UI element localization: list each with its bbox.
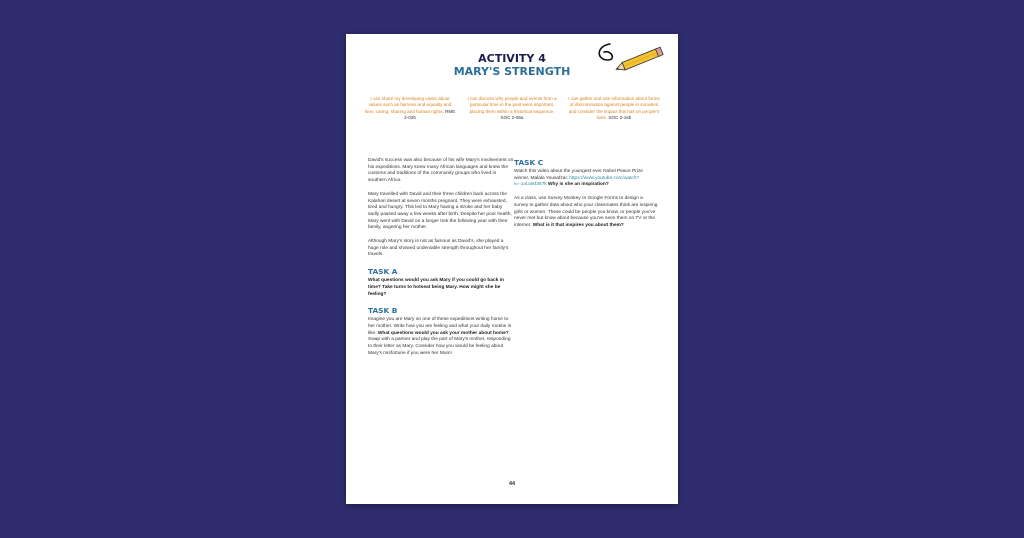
page-subtitle: MARY'S STRENGTH	[453, 65, 571, 78]
paragraph: Although Mary's story is not as famous as David's, she played a huge role and showed undeniable strength throughout her family's travels.	[368, 239, 509, 258]
outcome-code: SOC 2-06a	[500, 114, 524, 120]
video-link[interactable]: https://www.youtube.com/watch?v=-1oUaM387k	[514, 175, 640, 188]
outcome-code: RME 2-02b	[404, 108, 456, 120]
paragraph: David's success was also because of his wife Mary's involvement on his expeditions. Mary knew many African languages and knew the customs and traditions of the community groups who lived in southern Africa.	[368, 158, 514, 184]
task-c-text-2	[514, 196, 658, 230]
task-c-text-1: Watch this video about the youngest ever Nobel Peace Prize winner, Malala Yousafzai:	[514, 169, 643, 181]
title-block	[346, 52, 678, 78]
learning-outcomes	[364, 96, 660, 121]
outcome-1	[364, 96, 456, 121]
outcome-text: I can share my developing views about values such as fairness and equality and love, caring, sharing and human rights.	[364, 96, 452, 114]
page-number: 44	[508, 481, 516, 487]
task-c-text	[514, 169, 658, 189]
task-a-text: What questions would you ask Mary if you could go back in time? Take turns to hotseat being Mary. How might she be feeling?	[368, 278, 504, 297]
outcome-text: I can discuss why people and events from a particular time in the past were important, placing them within a historical sequence.	[467, 96, 557, 114]
task-b-question: What questions would you ask your mother about home?	[377, 330, 509, 336]
task-c-body: As a class, use Survey Monkey or Google Forms to design a survey to gather data about who your classmates think are inspiring girls or women. These could be people you know, or people you've never met but know about because you've seen them on TV or the internet.	[514, 196, 658, 228]
outcome-2	[466, 96, 558, 121]
task-b-text	[368, 317, 514, 357]
outcome-3	[568, 96, 660, 121]
task-a-heading: TASK A	[368, 267, 398, 277]
task-b-text-2: Swap with a partner and play the part of Mary's mother, responding to their letter as Mary. Consider how you would be feeling about Mary's misfortune if you were her Mum!	[368, 337, 511, 356]
task-b-text-1: Imagine you are Mary on one of these expeditions writing home to her mother. Write how you are feeling and what your daily routine is like.	[368, 317, 512, 336]
document-page	[346, 34, 678, 504]
left-column	[368, 158, 514, 364]
paragraph: Mary travelled with David and their three children back across the Kalahari desert at seven months pregnant. They were exhausted, tired and hungry. This led to Mary having a stroke and her baby sadly passed away a few weeks after birth. Despite her poor health, Mary went with David on a longer trek the following year with their family, angering her mother.	[368, 191, 512, 231]
task-c-question-2: What is it that inspires you about them?	[532, 222, 624, 228]
page-title: ACTIVITY 4	[478, 52, 546, 65]
outcome-text: I can gather and use information about forms of discrimination against people in societies and consider the impact this has on people's lives.	[568, 96, 660, 120]
outcome-code: SOC 2-16b	[608, 114, 632, 120]
task-c-question: Why is she an inspiration?	[548, 182, 609, 188]
task-c-heading: TASK C	[514, 158, 544, 167]
task-b-heading: TASK B	[368, 306, 398, 316]
right-column	[514, 158, 658, 237]
